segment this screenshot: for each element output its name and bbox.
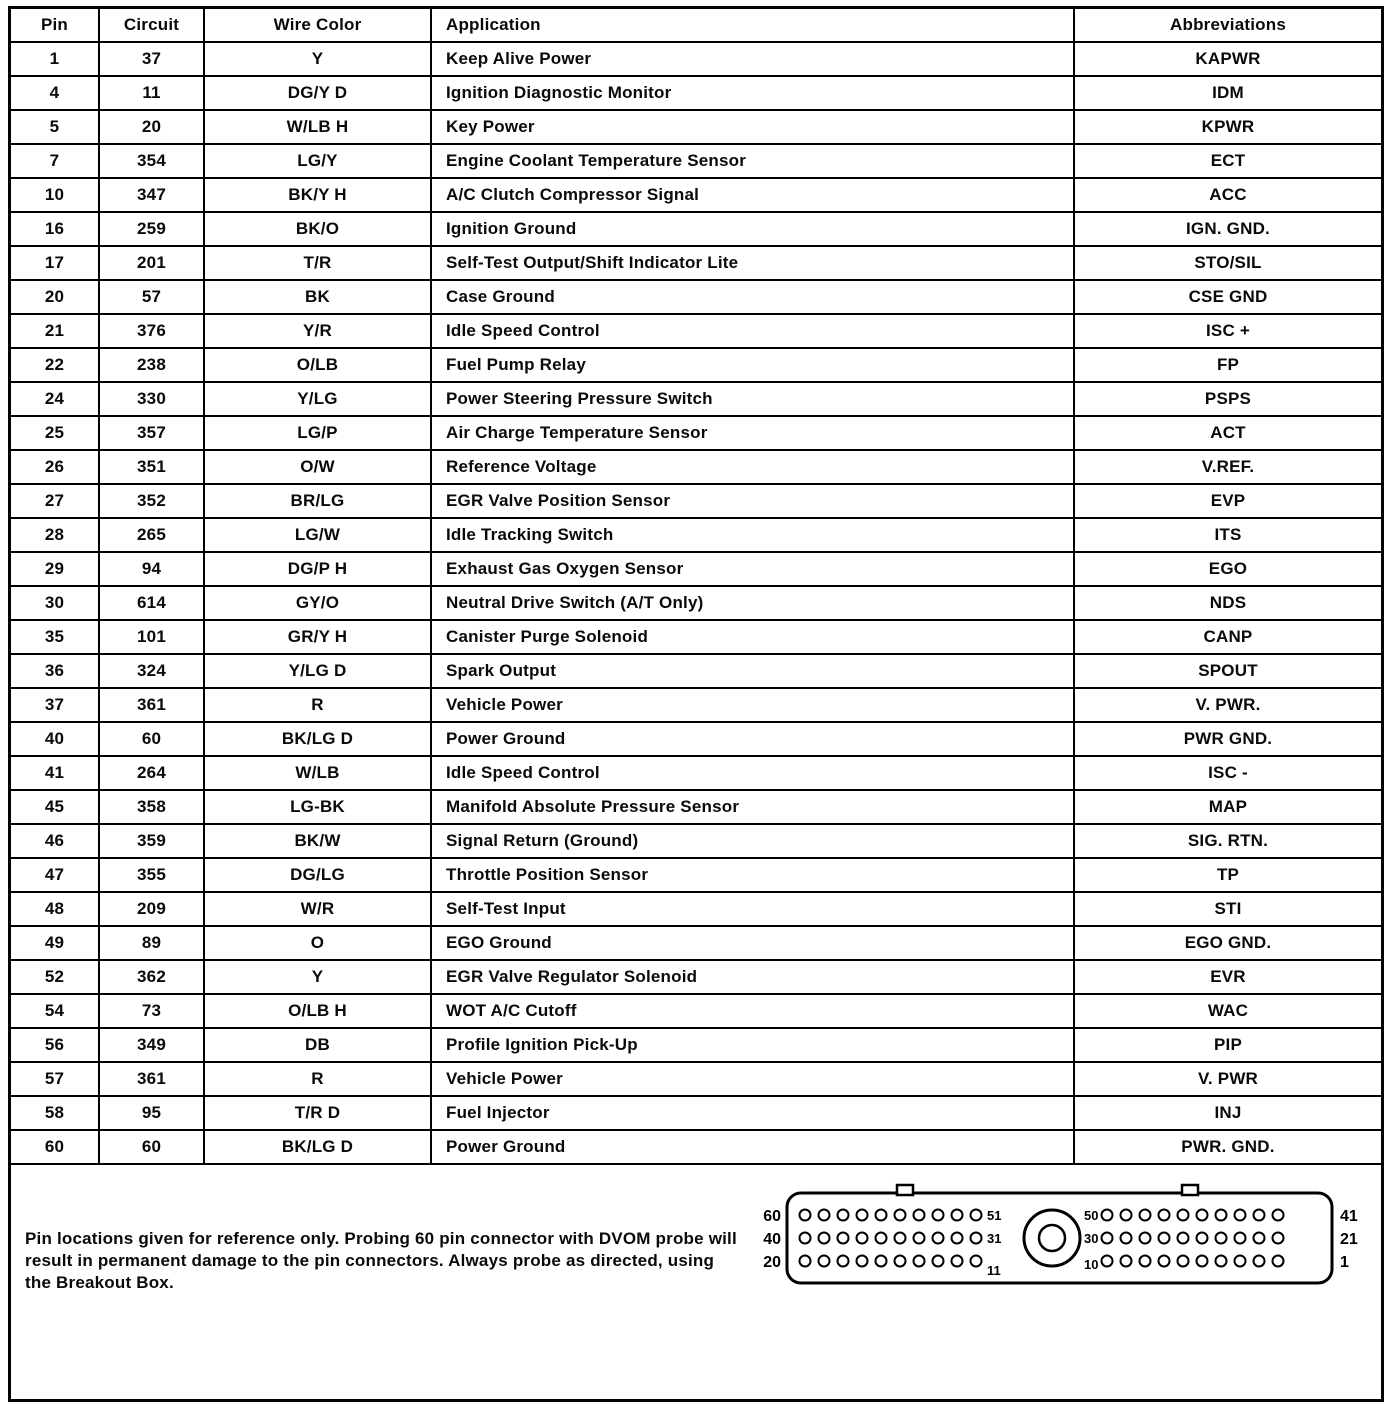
connector-pin-hole bbox=[1273, 1210, 1284, 1221]
cell-abbreviation: SIG. RTN. bbox=[1074, 824, 1381, 858]
cell-wire-color: LG/Y bbox=[204, 144, 431, 178]
connector-pin-hole bbox=[819, 1210, 830, 1221]
cell-application: Ignition Ground bbox=[431, 212, 1074, 246]
cell-application: Profile Ignition Pick-Up bbox=[431, 1028, 1074, 1062]
table-row bbox=[11, 42, 1381, 76]
row-label-41: 41 bbox=[1340, 1208, 1358, 1225]
cell-abbreviation: PIP bbox=[1074, 1028, 1381, 1062]
cell-abbreviation: EGO GND. bbox=[1074, 926, 1381, 960]
cell-abbreviation: EVP bbox=[1074, 484, 1381, 518]
cell-pin: 5 bbox=[11, 110, 99, 144]
cell-application: Reference Voltage bbox=[431, 450, 1074, 484]
cell-pin: 54 bbox=[11, 994, 99, 1028]
connector-pin-hole bbox=[971, 1233, 982, 1244]
cell-circuit: 357 bbox=[99, 416, 204, 450]
cell-pin: 36 bbox=[11, 654, 99, 688]
cell-circuit: 362 bbox=[99, 960, 204, 994]
connector-pin-hole bbox=[971, 1210, 982, 1221]
table-row bbox=[11, 110, 1381, 144]
connector-pin-hole bbox=[1216, 1233, 1227, 1244]
table-row bbox=[11, 178, 1381, 212]
cell-abbreviation: V.REF. bbox=[1074, 450, 1381, 484]
connector-pin-hole bbox=[1102, 1256, 1113, 1267]
cell-wire-color: Y bbox=[204, 42, 431, 76]
cell-circuit: 614 bbox=[99, 586, 204, 620]
connector-pin-hole bbox=[800, 1210, 811, 1221]
table-row bbox=[11, 1028, 1381, 1062]
cell-pin: 4 bbox=[11, 76, 99, 110]
cell-application: Idle Speed Control bbox=[431, 314, 1074, 348]
connector-pin-hole bbox=[1197, 1210, 1208, 1221]
connector-pin-hole bbox=[1121, 1256, 1132, 1267]
cell-pin: 7 bbox=[11, 144, 99, 178]
connector-pin-hole bbox=[800, 1256, 811, 1267]
cell-abbreviation: CANP bbox=[1074, 620, 1381, 654]
cell-wire-color: DG/LG bbox=[204, 858, 431, 892]
cell-application: Throttle Position Sensor bbox=[431, 858, 1074, 892]
cell-abbreviation: IDM bbox=[1074, 76, 1381, 110]
cell-circuit: 349 bbox=[99, 1028, 204, 1062]
table-row bbox=[11, 552, 1381, 586]
cell-wire-color: LG/P bbox=[204, 416, 431, 450]
connector-pin-hole bbox=[952, 1233, 963, 1244]
cell-circuit: 265 bbox=[99, 518, 204, 552]
connector-pin-hole bbox=[952, 1256, 963, 1267]
cell-circuit: 94 bbox=[99, 552, 204, 586]
cell-pin: 22 bbox=[11, 348, 99, 382]
table-row bbox=[11, 416, 1381, 450]
connector-pin-hole bbox=[1178, 1233, 1189, 1244]
table-row bbox=[11, 688, 1381, 722]
connector-pin-hole bbox=[1216, 1256, 1227, 1267]
cell-pin: 58 bbox=[11, 1096, 99, 1130]
cell-wire-color: BK/Y H bbox=[204, 178, 431, 212]
cell-circuit: 361 bbox=[99, 1062, 204, 1096]
cell-pin: 48 bbox=[11, 892, 99, 926]
scanned-page bbox=[8, 6, 1384, 1402]
pin-number-31: 31 bbox=[987, 1231, 1002, 1246]
connector-pin-hole bbox=[876, 1256, 887, 1267]
cell-wire-color: GY/O bbox=[204, 586, 431, 620]
table-row bbox=[11, 1062, 1381, 1096]
cell-application: EGO Ground bbox=[431, 926, 1074, 960]
pin-number-30: 30 bbox=[1084, 1231, 1099, 1246]
table-row bbox=[11, 620, 1381, 654]
cell-pin: 49 bbox=[11, 926, 99, 960]
cell-application: Spark Output bbox=[431, 654, 1074, 688]
cell-circuit: 73 bbox=[99, 994, 204, 1028]
connector-pin-hole bbox=[857, 1210, 868, 1221]
pinout-table bbox=[11, 9, 1381, 1165]
cell-pin: 45 bbox=[11, 790, 99, 824]
connector-pin-hole bbox=[1235, 1210, 1246, 1221]
table-row bbox=[11, 926, 1381, 960]
cell-circuit: 238 bbox=[99, 348, 204, 382]
cell-wire-color: O bbox=[204, 926, 431, 960]
cell-circuit: 347 bbox=[99, 178, 204, 212]
cell-abbreviation: PWR. GND. bbox=[1074, 1130, 1381, 1164]
row-label-21: 21 bbox=[1340, 1231, 1358, 1248]
cell-wire-color: BK/LG D bbox=[204, 1130, 431, 1164]
connector-pin-hole bbox=[1159, 1210, 1170, 1221]
cell-circuit: 201 bbox=[99, 246, 204, 280]
cell-wire-color: Y/R bbox=[204, 314, 431, 348]
cell-pin: 17 bbox=[11, 246, 99, 280]
cell-circuit: 20 bbox=[99, 110, 204, 144]
cell-abbreviation: FP bbox=[1074, 348, 1381, 382]
connector-pin-hole bbox=[1178, 1256, 1189, 1267]
row-label-60: 60 bbox=[763, 1208, 781, 1225]
cell-pin: 26 bbox=[11, 450, 99, 484]
cell-circuit: 60 bbox=[99, 722, 204, 756]
cell-pin: 41 bbox=[11, 756, 99, 790]
cell-wire-color: Y/LG D bbox=[204, 654, 431, 688]
cell-circuit: 37 bbox=[99, 42, 204, 76]
cell-wire-color: DG/Y D bbox=[204, 76, 431, 110]
cell-application: Manifold Absolute Pressure Sensor bbox=[431, 790, 1074, 824]
cell-application: Fuel Pump Relay bbox=[431, 348, 1074, 382]
cell-wire-color: BK/W bbox=[204, 824, 431, 858]
table-row bbox=[11, 484, 1381, 518]
cell-application: Vehicle Power bbox=[431, 1062, 1074, 1096]
column-header-application: Application bbox=[431, 9, 1074, 42]
cell-application: Signal Return (Ground) bbox=[431, 824, 1074, 858]
cell-application: Self-Test Input bbox=[431, 892, 1074, 926]
cell-abbreviation: ACC bbox=[1074, 178, 1381, 212]
cell-application: EGR Valve Regulator Solenoid bbox=[431, 960, 1074, 994]
table-row bbox=[11, 790, 1381, 824]
cell-abbreviation: KAPWR bbox=[1074, 42, 1381, 76]
cell-application: Canister Purge Solenoid bbox=[431, 620, 1074, 654]
cell-pin: 37 bbox=[11, 688, 99, 722]
column-header-wire-color: Wire Color bbox=[204, 9, 431, 42]
cell-abbreviation: WAC bbox=[1074, 994, 1381, 1028]
cell-pin: 35 bbox=[11, 620, 99, 654]
cell-application: Self-Test Output/Shift Indicator Lite bbox=[431, 246, 1074, 280]
connector-pin-hole bbox=[1140, 1256, 1151, 1267]
connector-pin-hole bbox=[971, 1256, 982, 1267]
footer-section bbox=[11, 1165, 1381, 1325]
cell-abbreviation: V. PWR. bbox=[1074, 688, 1381, 722]
column-header-circuit: Circuit bbox=[99, 9, 204, 42]
cell-circuit: 330 bbox=[99, 382, 204, 416]
table-row bbox=[11, 450, 1381, 484]
cell-pin: 57 bbox=[11, 1062, 99, 1096]
column-header-pin: Pin bbox=[11, 9, 99, 42]
cell-application: WOT A/C Cutoff bbox=[431, 994, 1074, 1028]
cell-wire-color: GR/Y H bbox=[204, 620, 431, 654]
cell-application: Fuel Injector bbox=[431, 1096, 1074, 1130]
cell-application: Air Charge Temperature Sensor bbox=[431, 416, 1074, 450]
connector-pin-hole bbox=[933, 1210, 944, 1221]
cell-abbreviation: ITS bbox=[1074, 518, 1381, 552]
warning-note: Pin locations given for reference only. Probing 60 pin connector with DVOM probe will result in permanent damage to the pin connectors. Always probe as directed, using the Breakout Box. bbox=[25, 1229, 737, 1292]
cell-circuit: 359 bbox=[99, 824, 204, 858]
connector-pin-hole bbox=[876, 1210, 887, 1221]
cell-abbreviation: KPWR bbox=[1074, 110, 1381, 144]
cell-pin: 27 bbox=[11, 484, 99, 518]
connector-pin-hole bbox=[895, 1233, 906, 1244]
cell-abbreviation: CSE GND bbox=[1074, 280, 1381, 314]
cell-abbreviation: ISC - bbox=[1074, 756, 1381, 790]
cell-wire-color: LG-BK bbox=[204, 790, 431, 824]
cell-pin: 16 bbox=[11, 212, 99, 246]
cell-wire-color: R bbox=[204, 688, 431, 722]
cell-wire-color: BK bbox=[204, 280, 431, 314]
cell-abbreviation: PSPS bbox=[1074, 382, 1381, 416]
cell-pin: 1 bbox=[11, 42, 99, 76]
cell-wire-color: DB bbox=[204, 1028, 431, 1062]
connector-pin-hole bbox=[1159, 1256, 1170, 1267]
cell-abbreviation: TP bbox=[1074, 858, 1381, 892]
connector-pin-hole bbox=[914, 1256, 925, 1267]
cell-abbreviation: V. PWR bbox=[1074, 1062, 1381, 1096]
cell-abbreviation: INJ bbox=[1074, 1096, 1381, 1130]
cell-application: Power Ground bbox=[431, 722, 1074, 756]
cell-wire-color: BK/LG D bbox=[204, 722, 431, 756]
cell-circuit: 354 bbox=[99, 144, 204, 178]
cell-application: Engine Coolant Temperature Sensor bbox=[431, 144, 1074, 178]
pin-number-11: 11 bbox=[987, 1263, 1001, 1278]
connector-pin-hole bbox=[933, 1256, 944, 1267]
cell-wire-color: Y/LG bbox=[204, 382, 431, 416]
table-row bbox=[11, 314, 1381, 348]
cell-abbreviation: IGN. GND. bbox=[1074, 212, 1381, 246]
cell-application: Vehicle Power bbox=[431, 688, 1074, 722]
cell-wire-color: O/LB H bbox=[204, 994, 431, 1028]
cell-circuit: 324 bbox=[99, 654, 204, 688]
cell-application: Keep Alive Power bbox=[431, 42, 1074, 76]
cell-pin: 24 bbox=[11, 382, 99, 416]
connector-diagram bbox=[757, 1179, 1367, 1302]
cell-application: EGR Valve Position Sensor bbox=[431, 484, 1074, 518]
connector-pin-hole bbox=[1197, 1233, 1208, 1244]
connector-pin-hole bbox=[1254, 1210, 1265, 1221]
cell-pin: 40 bbox=[11, 722, 99, 756]
connector-pin-hole bbox=[838, 1256, 849, 1267]
cell-circuit: 89 bbox=[99, 926, 204, 960]
connector-pin-hole bbox=[819, 1233, 830, 1244]
connector-pin-hole bbox=[914, 1233, 925, 1244]
cell-pin: 30 bbox=[11, 586, 99, 620]
table-row bbox=[11, 280, 1381, 314]
cell-abbreviation: NDS bbox=[1074, 586, 1381, 620]
cell-pin: 25 bbox=[11, 416, 99, 450]
cell-application: Power Ground bbox=[431, 1130, 1074, 1164]
cell-wire-color: LG/W bbox=[204, 518, 431, 552]
cell-circuit: 60 bbox=[99, 1130, 204, 1164]
cell-abbreviation: EGO bbox=[1074, 552, 1381, 586]
table-row bbox=[11, 892, 1381, 926]
pinout-table-body bbox=[11, 42, 1381, 1164]
cell-application: Idle Tracking Switch bbox=[431, 518, 1074, 552]
connector-pin-hole bbox=[838, 1233, 849, 1244]
row-label-1: 1 bbox=[1340, 1254, 1349, 1271]
cell-wire-color: W/LB H bbox=[204, 110, 431, 144]
cell-wire-color: Y bbox=[204, 960, 431, 994]
cell-application: Ignition Diagnostic Monitor bbox=[431, 76, 1074, 110]
cell-circuit: 259 bbox=[99, 212, 204, 246]
cell-application: Exhaust Gas Oxygen Sensor bbox=[431, 552, 1074, 586]
connector-pin-hole bbox=[1235, 1233, 1246, 1244]
connector-bump-right bbox=[1182, 1185, 1198, 1195]
connector-bump-left bbox=[897, 1185, 913, 1195]
table-row bbox=[11, 348, 1381, 382]
table-row bbox=[11, 756, 1381, 790]
row-label-20: 20 bbox=[763, 1254, 781, 1271]
connector-pin-hole bbox=[1178, 1210, 1189, 1221]
cell-wire-color: BK/O bbox=[204, 212, 431, 246]
column-header-abbreviations: Abbreviations bbox=[1074, 9, 1381, 42]
connector-pin-hole bbox=[1159, 1233, 1170, 1244]
cell-application: Key Power bbox=[431, 110, 1074, 144]
connector-pin-hole bbox=[857, 1256, 868, 1267]
cell-wire-color: W/R bbox=[204, 892, 431, 926]
cell-application: Case Ground bbox=[431, 280, 1074, 314]
pin-number-50: 50 bbox=[1084, 1208, 1099, 1223]
connector-pin-hole bbox=[838, 1210, 849, 1221]
cell-circuit: 352 bbox=[99, 484, 204, 518]
table-row bbox=[11, 824, 1381, 858]
cell-circuit: 376 bbox=[99, 314, 204, 348]
connector-pin-hole bbox=[895, 1210, 906, 1221]
table-row bbox=[11, 654, 1381, 688]
connector-pin-hole bbox=[1197, 1256, 1208, 1267]
table-row bbox=[11, 994, 1381, 1028]
connector-pin-hole bbox=[933, 1233, 944, 1244]
cell-application: A/C Clutch Compressor Signal bbox=[431, 178, 1074, 212]
cell-pin: 46 bbox=[11, 824, 99, 858]
connector-pin-hole bbox=[914, 1210, 925, 1221]
connector-body bbox=[787, 1193, 1332, 1283]
table-row bbox=[11, 960, 1381, 994]
table-row bbox=[11, 1130, 1381, 1164]
cell-abbreviation: ACT bbox=[1074, 416, 1381, 450]
table-row bbox=[11, 382, 1381, 416]
connector-pin-hole bbox=[1273, 1256, 1284, 1267]
table-row bbox=[11, 246, 1381, 280]
cell-circuit: 95 bbox=[99, 1096, 204, 1130]
cell-abbreviation: STI bbox=[1074, 892, 1381, 926]
cell-circuit: 209 bbox=[99, 892, 204, 926]
connector-pin-hole bbox=[895, 1256, 906, 1267]
cell-abbreviation: PWR GND. bbox=[1074, 722, 1381, 756]
connector-pin-hole bbox=[1121, 1233, 1132, 1244]
row-label-40: 40 bbox=[763, 1231, 781, 1248]
cell-circuit: 11 bbox=[99, 76, 204, 110]
cell-pin: 52 bbox=[11, 960, 99, 994]
cell-wire-color: DG/P H bbox=[204, 552, 431, 586]
cell-pin: 60 bbox=[11, 1130, 99, 1164]
connector-pin-hole bbox=[800, 1233, 811, 1244]
connector-svg bbox=[757, 1179, 1367, 1297]
cell-wire-color: O/W bbox=[204, 450, 431, 484]
cell-circuit: 358 bbox=[99, 790, 204, 824]
table-row bbox=[11, 722, 1381, 756]
connector-pin-hole bbox=[1235, 1256, 1246, 1267]
pin-number-10: 10 bbox=[1084, 1257, 1099, 1272]
connector-pin-hole bbox=[1216, 1210, 1227, 1221]
connector-pin-hole bbox=[1102, 1210, 1113, 1221]
connector-pin-hole bbox=[952, 1210, 963, 1221]
table-header-row bbox=[11, 9, 1381, 42]
cell-pin: 28 bbox=[11, 518, 99, 552]
table-row bbox=[11, 586, 1381, 620]
cell-pin: 10 bbox=[11, 178, 99, 212]
connector-pin-hole bbox=[1273, 1233, 1284, 1244]
cell-wire-color: T/R D bbox=[204, 1096, 431, 1130]
cell-abbreviation: SPOUT bbox=[1074, 654, 1381, 688]
cell-pin: 47 bbox=[11, 858, 99, 892]
cell-wire-color: R bbox=[204, 1062, 431, 1096]
cell-abbreviation: ECT bbox=[1074, 144, 1381, 178]
cell-abbreviation: MAP bbox=[1074, 790, 1381, 824]
cell-pin: 20 bbox=[11, 280, 99, 314]
cell-abbreviation: ISC + bbox=[1074, 314, 1381, 348]
cell-circuit: 264 bbox=[99, 756, 204, 790]
cell-wire-color: T/R bbox=[204, 246, 431, 280]
connector-pin-hole bbox=[876, 1233, 887, 1244]
connector-pin-hole bbox=[1140, 1210, 1151, 1221]
cell-wire-color: W/LB bbox=[204, 756, 431, 790]
cell-pin: 29 bbox=[11, 552, 99, 586]
connector-pin-hole bbox=[1254, 1256, 1265, 1267]
cell-pin: 21 bbox=[11, 314, 99, 348]
table-row bbox=[11, 518, 1381, 552]
table-row bbox=[11, 212, 1381, 246]
cell-pin: 56 bbox=[11, 1028, 99, 1062]
table-row bbox=[11, 1096, 1381, 1130]
table-row bbox=[11, 144, 1381, 178]
connector-pin-hole bbox=[1121, 1210, 1132, 1221]
connector-pin-hole bbox=[1102, 1233, 1113, 1244]
cell-circuit: 355 bbox=[99, 858, 204, 892]
table-row bbox=[11, 76, 1381, 110]
pin-number-51: 51 bbox=[987, 1208, 1002, 1223]
cell-circuit: 361 bbox=[99, 688, 204, 722]
cell-circuit: 351 bbox=[99, 450, 204, 484]
cell-abbreviation: STO/SIL bbox=[1074, 246, 1381, 280]
cell-application: Power Steering Pressure Switch bbox=[431, 382, 1074, 416]
cell-circuit: 101 bbox=[99, 620, 204, 654]
cell-wire-color: BR/LG bbox=[204, 484, 431, 518]
cell-abbreviation: EVR bbox=[1074, 960, 1381, 994]
cell-circuit: 57 bbox=[99, 280, 204, 314]
connector-pin-hole bbox=[1140, 1233, 1151, 1244]
cell-wire-color: O/LB bbox=[204, 348, 431, 382]
cell-application: Neutral Drive Switch (A/T Only) bbox=[431, 586, 1074, 620]
cell-application: Idle Speed Control bbox=[431, 756, 1074, 790]
connector-pin-hole bbox=[819, 1256, 830, 1267]
connector-pin-hole bbox=[1254, 1233, 1265, 1244]
connector-pin-hole bbox=[857, 1233, 868, 1244]
table-row bbox=[11, 858, 1381, 892]
